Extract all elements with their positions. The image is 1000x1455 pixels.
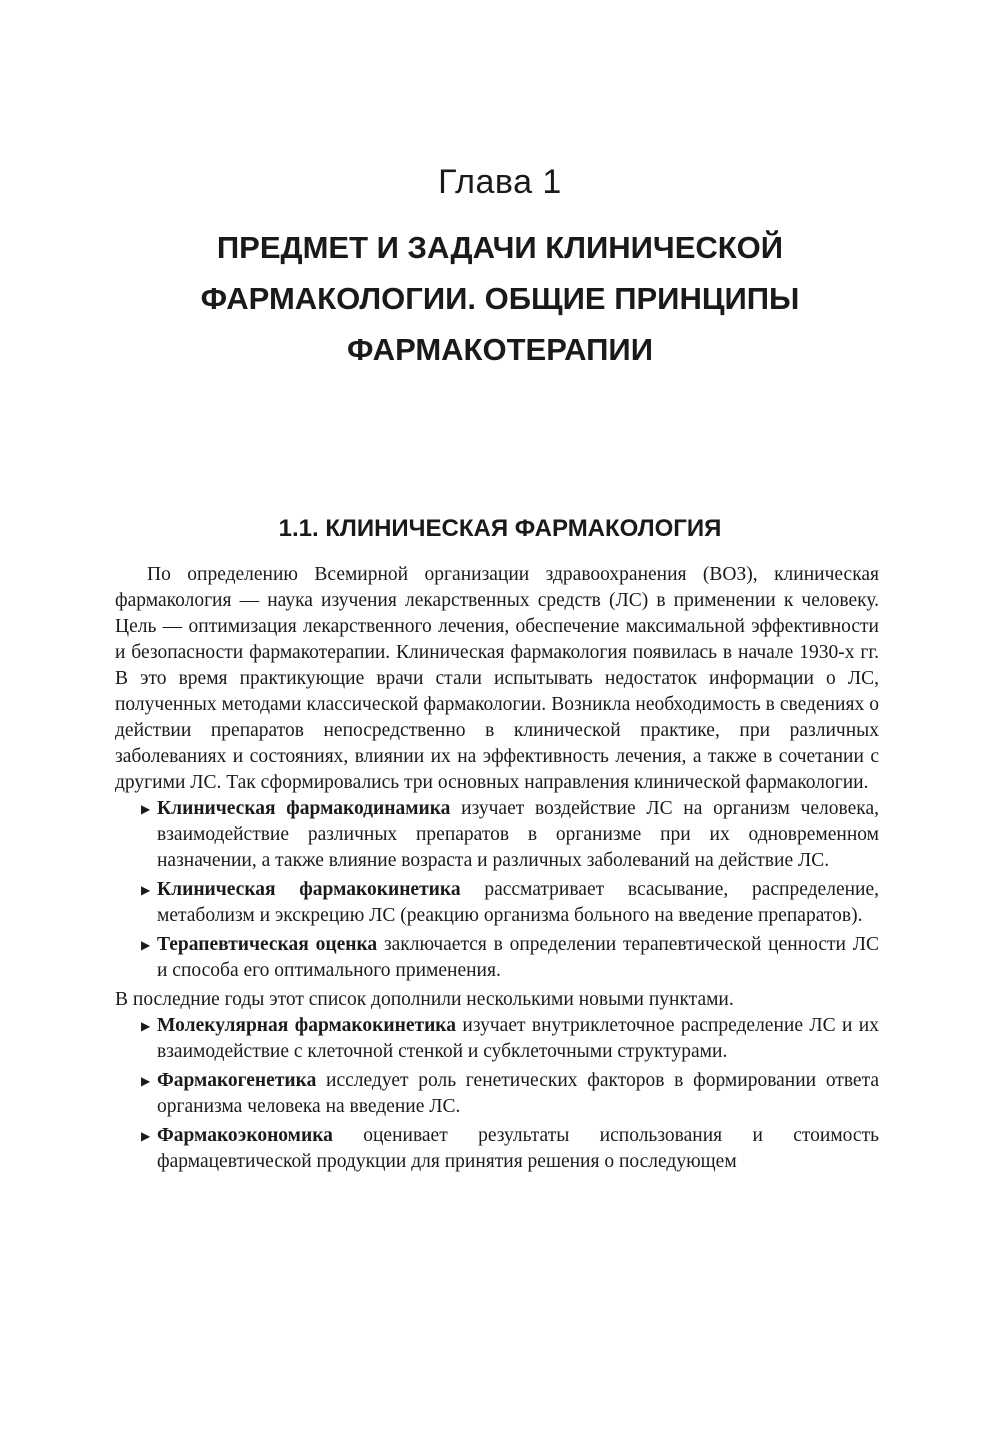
list-item-term: Фармакоэкономика — [157, 1125, 333, 1146]
list-item-text: рассматривает всасывание, распределение, метаболизм и экскрецию ЛС (реакцию организма больного на введение препаратов). — [157, 879, 879, 926]
bullet-marker-icon: ▶ — [141, 802, 151, 816]
bullet-marker-icon: ▶ — [141, 938, 151, 952]
list-item — [115, 1068, 879, 1120]
section-heading: 1.1. КЛИНИЧЕСКАЯ ФАРМАКОЛОГИЯ — [278, 515, 722, 542]
bullet-marker-icon: ▶ — [141, 1019, 151, 1033]
list-item-term: Терапевтическая оценка — [157, 934, 378, 955]
list-item-term: Клиническая фармакокинетика — [157, 879, 461, 900]
list-item-term: Фармакогенетика — [157, 1070, 317, 1091]
list-item-text: заключается в определении терапевтической ценности ЛС и способа его оптимального применения. — [157, 934, 880, 981]
bullet-marker-icon: ▶ — [141, 1129, 151, 1143]
body-text — [115, 562, 879, 1178]
chapter-title-line: ФАРМАКОЛОГИИ. ОБЩИЕ ПРИНЦИПЫ — [200, 281, 800, 316]
intro-paragraph: По определению Всемирной организации здравоохранения (ВОЗ), клиническая фармакология — наука изучения лекарственных средств (ЛС) в применении к человеку. Цель — оптимизация лекарственного лечения, обеспечение максимальной эффективности и безопасности фармакотерапии. Клиническая фармакология появилась в начале 1930-х гг. В это время практикующие врачи стали испытывать недостаток информации о ЛС, полученных методами классической фармакологии. Возникла необходимость в сведениях о действии препаратов непосредственно в клинической практике, при различных заболеваниях и состояниях, влиянии их на эффективность лечения, а также в сочетании с другими ЛС. Так сформировались три основных направления клинической фармакологии. — [115, 564, 879, 793]
list-item — [115, 1013, 879, 1065]
transition-sentence: В последние годы этот список дополнили несколькими новыми пунктами. — [115, 989, 734, 1010]
list-item-text: оценивает результаты использования и стоимость фармацевтической продукции для принятия решения о последующем — [157, 1125, 879, 1172]
list-item-text: изучает воздействие ЛС на организм человека, взаимодействие различных препаратов в организме при их одновременном назначении, а также влияние возраста и различных заболеваний на действие ЛС. — [157, 798, 879, 871]
primary-directions-list — [115, 796, 879, 984]
chapter-title-line: ПРЕДМЕТ И ЗАДАЧИ КЛИНИЧЕСКОЙ — [216, 230, 784, 265]
list-item-text: изучает внутриклеточное распределение ЛС и их взаимодействие с клеточной стенкой и субклеточными структурами. — [157, 1015, 879, 1062]
list-item-term: Клиническая фармакодинамика — [157, 798, 451, 819]
list-item — [115, 1123, 879, 1175]
new-directions-list — [115, 1013, 879, 1175]
list-item — [115, 796, 879, 874]
chapter-title-line: ФАРМАКОТЕРАПИИ — [347, 332, 653, 367]
chapter-title — [0, 222, 1000, 375]
list-item-text: исследует роль генетических факторов в формировании ответа организма человека на введение ЛС. — [157, 1070, 879, 1117]
list-item — [115, 932, 879, 984]
chapter-label: Глава 1 — [438, 163, 562, 201]
list-item-term: Молекулярная фармакокинетика — [157, 1015, 456, 1036]
bullet-marker-icon: ▶ — [141, 1074, 151, 1088]
bullet-marker-icon: ▶ — [141, 883, 151, 897]
list-item — [115, 877, 879, 929]
